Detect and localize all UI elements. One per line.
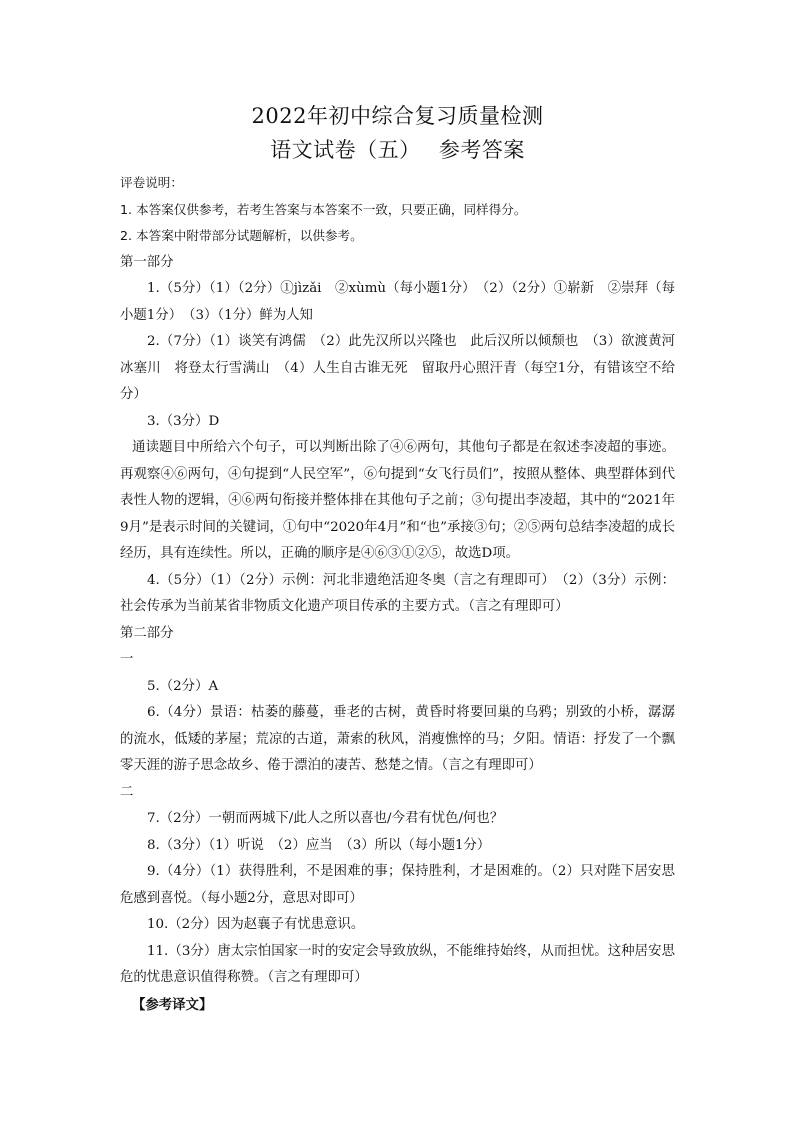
answer-q10: 10.（2分）因为赵襄子有忧患意识。 bbox=[147, 917, 365, 932]
document-title: 2022年初中综合复习质量检测 bbox=[251, 104, 544, 128]
answer-q8: 8.（3分）（1）听说 （2）应当 （3）所以（每小题1分） bbox=[147, 837, 491, 853]
grading-notes-heading: 评卷说明： bbox=[120, 175, 183, 190]
answer-q3: 3.（3分）D bbox=[147, 413, 220, 429]
subsection-heading-two: 二 bbox=[120, 784, 134, 800]
answer-q6: 6.（4分）景语：枯萎的藤蔓，垂老的古树，黄昏时将要回巢的乌鸦；别致的小桥，潺潺的流水，低矮的茅屋；荒凉的古道，萧索的秋风，消瘦憔悴的马；夕阳。情语：抒发了一个飘零天涯的游子思念故乡、倦于漂泊的凄苦、愁楚之情。（言之有理即可） bbox=[120, 705, 675, 773]
section-heading-part-two: 第二部分 bbox=[120, 625, 174, 641]
reference-translation-heading: 【参考译文】 bbox=[132, 996, 213, 1013]
grading-note-2: 2. 本答案中附带部分试题解析，以供参考。 bbox=[120, 228, 363, 243]
subsection-heading-one: 一 bbox=[120, 652, 134, 667]
answer-q4: 4.（5分）（1）（2分）示例：河北非遗绝活迎冬奥（言之有理即可） （2）（3分）示例：社会传承为当前某省非物质文化遗产项目传承的主要方式。（言之有理即可） bbox=[120, 572, 675, 614]
answer-q9: 9.（4分）（1）获得胜利，不是困难的事；保持胜利，才是困难的。（2）只对陛下居安思危感到喜悦。（每小题2分，意思对即可） bbox=[120, 864, 675, 906]
answer-q1: 1.（5分）（1）（2分）①jìzǎi ②xùmù（每小题1分） （2）（2分）①崭新 ②崇拜（每小题1分） （3）（1分）鲜为人知 bbox=[120, 281, 675, 323]
section-heading-part-one: 第一部分 bbox=[120, 254, 174, 270]
answer-q11: 11.（3分）唐太宗怕国家一时的安定会导致放纵，不能维持始终，从而担忧。这种居安思危的忧患意识值得称赞。（言之有理即可） bbox=[120, 943, 675, 985]
answer-sheet-page bbox=[120, 100, 675, 1018]
grading-note-1: 1. 本答案仅供参考，若考生答案与本答案不一致，只要正确，同样得分。 bbox=[120, 201, 527, 217]
answer-q7: 7.（2分）一朝而两城下/此人之所以喜也/今君有忧色/何也？ bbox=[147, 811, 504, 826]
answer-q2: 2.（7分）（1）谈笑有鸿儒 （2）此先汉所以兴隆也 此后汉所以倾颓也 （3）欲渡黄河冰塞川 将登太行雪满山 （4）人生自古谁无死 留取丹心照汗青（每空1分，有错该空不给分） bbox=[120, 334, 675, 402]
document-subtitle: 语文试卷（五） 参考答案 bbox=[270, 138, 525, 162]
answer-q5: 5.（2分）A bbox=[147, 678, 219, 694]
answer-q3-explanation: 通读题目中所给六个句子，可以判断出除了④⑥两句，其他句子都是在叙述李凌超的事迹。再观察④⑥两句，④句提到“人民空军”，⑥句提到“女飞行员们”，按照从整体、典型群体到代表性人物的逻辑，④⑥两句衔接并整体排在其他句子之前；③句提出李凌超，其中的“2021年9月”是表示时间的关键词，①句中“2020年4月”和“也”承接③句；②⑤两句总结李凌超的成长经历，具有连续性。所以，正确的顺序是④⑥③①②⑤，故选D项。 bbox=[120, 440, 675, 561]
